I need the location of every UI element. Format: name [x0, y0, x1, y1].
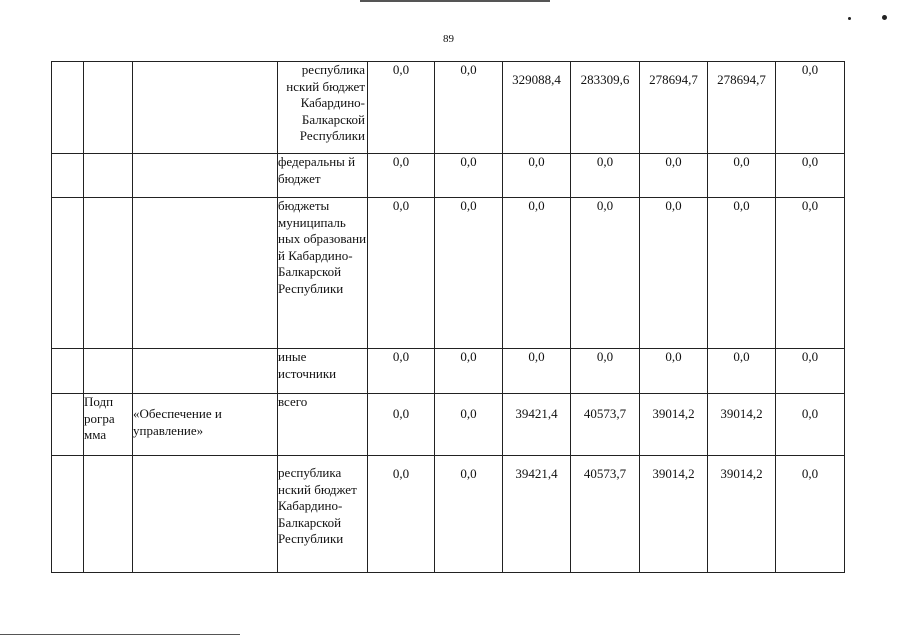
value-cell: 0,0: [435, 62, 503, 154]
value-cell: 0,0: [640, 154, 708, 198]
value-cell: 39014,2: [708, 456, 776, 573]
value-cell: 0,0: [368, 456, 435, 573]
value-cell: 40573,7: [571, 456, 640, 573]
name-cell: [133, 198, 278, 349]
value-cell: 0,0: [368, 394, 435, 456]
page-number: 89: [443, 33, 454, 45]
source-cell: республика нский бюджет Кабардино-Балкарской Республики: [278, 62, 368, 154]
table-row: [52, 394, 845, 456]
value-cell: 0,0: [776, 154, 845, 198]
value-cell: 278694,7: [708, 62, 776, 154]
name-cell: [133, 154, 278, 198]
row-number-cell: [52, 394, 84, 456]
value-cell: 40573,7: [571, 394, 640, 456]
value-cell: 329088,4: [503, 62, 571, 154]
scan-bottom-line: [0, 634, 240, 635]
name-cell: [133, 349, 278, 394]
table-row: [52, 198, 845, 349]
budget-table: [51, 61, 845, 573]
scan-mark: [848, 17, 851, 20]
value-cell: 0,0: [368, 349, 435, 394]
table-row: [52, 349, 845, 394]
value-cell: 0,0: [503, 349, 571, 394]
value-cell: 0,0: [776, 62, 845, 154]
value-cell: 283309,6: [571, 62, 640, 154]
value-cell: 0,0: [776, 349, 845, 394]
value-cell: 39421,4: [503, 456, 571, 573]
value-cell: 0,0: [435, 456, 503, 573]
name-cell: «Обеспечение и управление»: [133, 394, 278, 456]
value-cell: 0,0: [435, 349, 503, 394]
name-cell: [133, 62, 278, 154]
source-cell: иные источники: [278, 349, 368, 394]
scan-top-line: [360, 0, 550, 2]
value-cell: 278694,7: [640, 62, 708, 154]
value-cell: 0,0: [708, 349, 776, 394]
source-cell: бюджеты муниципаль ных образовани й Кабардино-Балкарской Республики: [278, 198, 368, 349]
value-cell: 39014,2: [640, 394, 708, 456]
type-cell: [84, 456, 133, 573]
value-cell: 0,0: [435, 394, 503, 456]
value-cell: 0,0: [503, 154, 571, 198]
source-cell: федеральны й бюджет: [278, 154, 368, 198]
value-cell: 0,0: [571, 198, 640, 349]
row-number-cell: [52, 456, 84, 573]
type-cell: [84, 154, 133, 198]
value-cell: 0,0: [368, 198, 435, 349]
row-number-cell: [52, 198, 84, 349]
value-cell: 0,0: [708, 198, 776, 349]
value-cell: 0,0: [571, 349, 640, 394]
type-cell: [84, 62, 133, 154]
value-cell: 39014,2: [640, 456, 708, 573]
value-cell: 0,0: [776, 394, 845, 456]
value-cell: 0,0: [435, 154, 503, 198]
table-row: [52, 62, 845, 154]
value-cell: 0,0: [435, 198, 503, 349]
value-cell: 0,0: [503, 198, 571, 349]
row-number-cell: [52, 154, 84, 198]
value-cell: 0,0: [368, 62, 435, 154]
type-cell: [84, 349, 133, 394]
value-cell: 0,0: [708, 154, 776, 198]
name-cell: [133, 456, 278, 573]
value-cell: 0,0: [776, 456, 845, 573]
value-cell: 0,0: [368, 154, 435, 198]
table-row: [52, 456, 845, 573]
scan-mark: [882, 15, 887, 20]
value-cell: 0,0: [640, 198, 708, 349]
type-cell: Подп рогра мма: [84, 394, 133, 456]
type-cell: [84, 198, 133, 349]
value-cell: 0,0: [776, 198, 845, 349]
value-cell: 0,0: [571, 154, 640, 198]
source-cell: республика нский бюджет Кабардино-Балкарской Республики: [278, 456, 368, 573]
value-cell: 39014,2: [708, 394, 776, 456]
value-cell: 0,0: [640, 349, 708, 394]
source-cell: всего: [278, 394, 368, 456]
table-row: [52, 154, 845, 198]
row-number-cell: [52, 349, 84, 394]
value-cell: 39421,4: [503, 394, 571, 456]
row-number-cell: [52, 62, 84, 154]
